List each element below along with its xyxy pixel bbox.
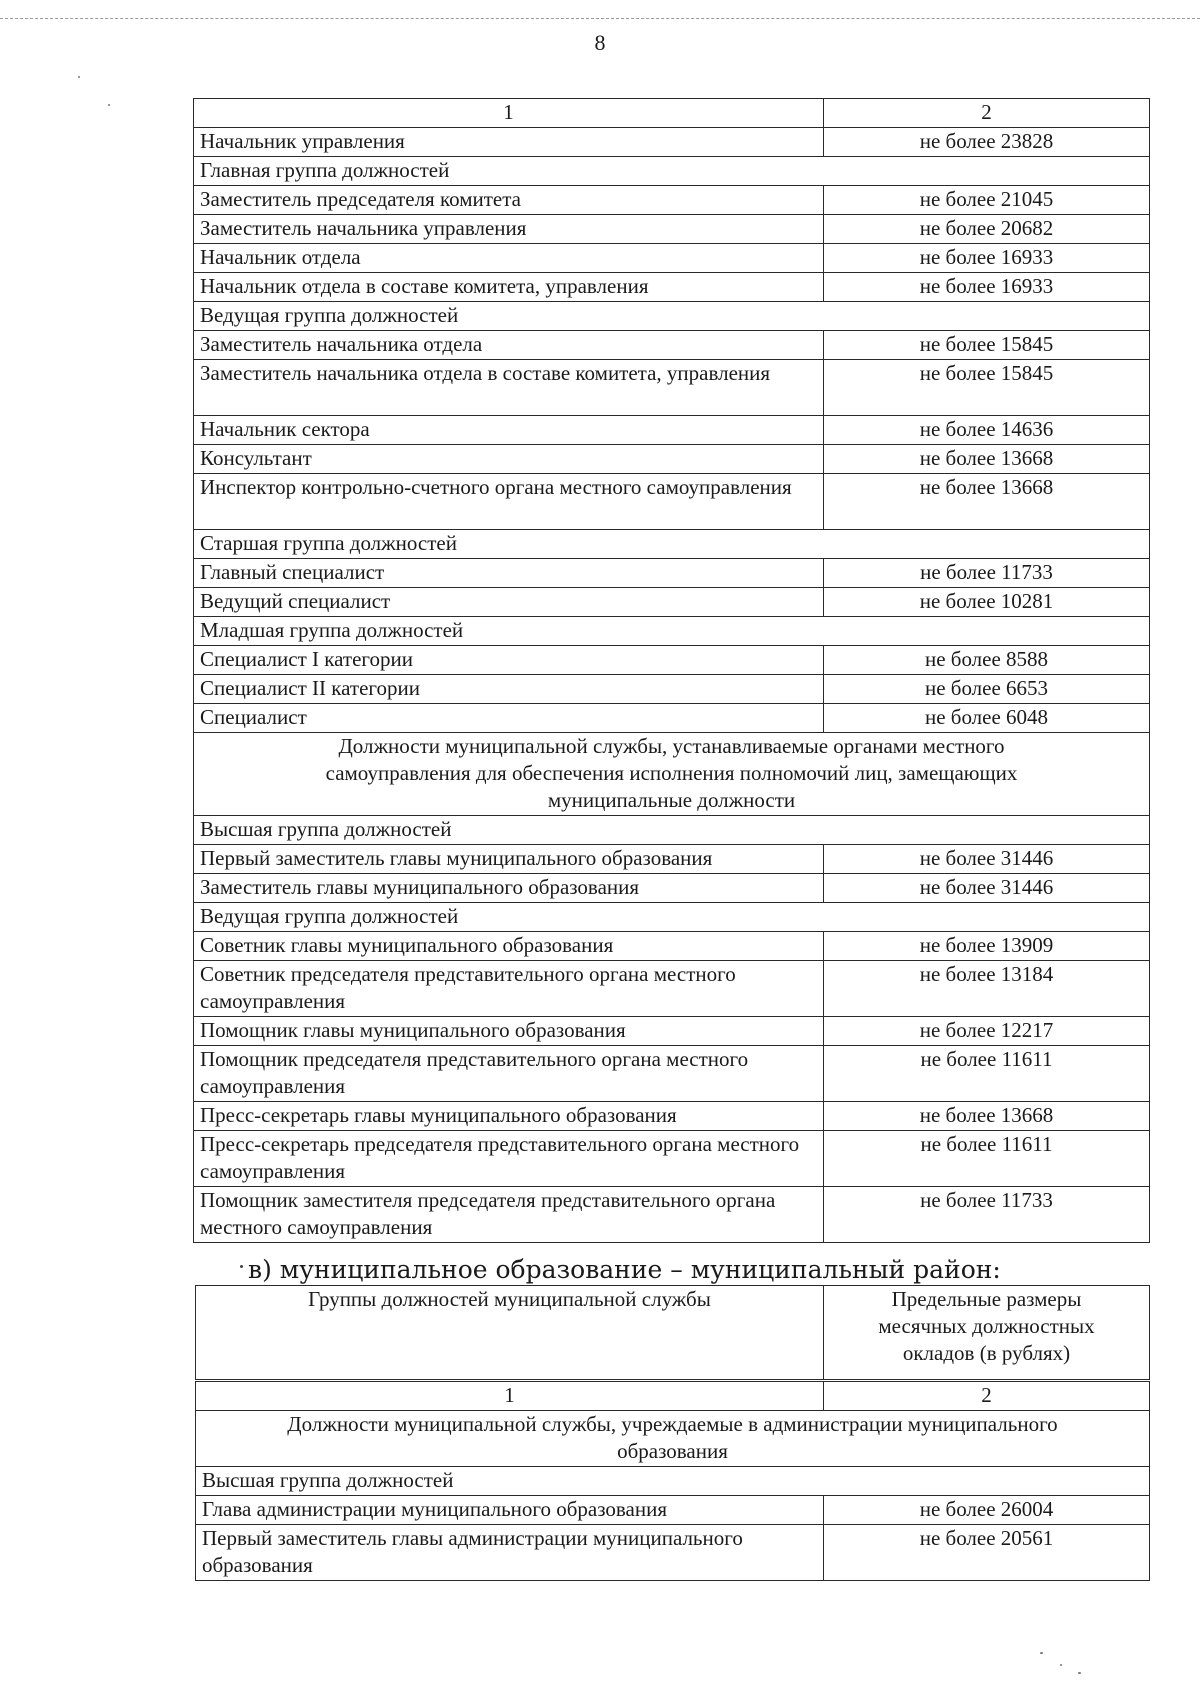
table-row [194, 874, 1150, 903]
table-row [194, 215, 1150, 244]
group-row [194, 617, 1150, 646]
column-number-2: 2 [824, 99, 1150, 128]
salary-limit: не более 8588 [824, 646, 1150, 675]
position-title: Заместитель начальника управления [194, 215, 824, 244]
position-title: Заместитель председателя комитета [194, 186, 824, 215]
salary-limit: не более 16933 [824, 244, 1150, 273]
column-number-row [196, 1382, 1150, 1411]
position-title: Начальник сектора [194, 416, 824, 445]
position-title: Заместитель главы муниципального образования [194, 874, 824, 903]
scan-speck [1040, 1652, 1043, 1654]
salary-limit: не более 11733 [824, 1187, 1150, 1243]
salary-limit: не более 16933 [824, 273, 1150, 302]
salary-limit: не более 11733 [824, 559, 1150, 588]
scan-speck [78, 76, 80, 78]
column-header-groups: Группы должностей муниципальной службы [196, 1286, 824, 1380]
salary-limit: не более 12217 [824, 1017, 1150, 1046]
table-row [194, 646, 1150, 675]
table-row [194, 1017, 1150, 1046]
section-title: Должности муниципальной службы, устанавливаемые органами местного самоуправления для обеспечения исполнения полномочий лиц, замещающих муниципальные должности [194, 733, 1150, 816]
salary-table-continued [193, 98, 1150, 1243]
position-title: Советник главы муниципального образования [194, 932, 824, 961]
table-row [194, 474, 1150, 530]
table-row [194, 1046, 1150, 1102]
page-number: 8 [594, 30, 606, 55]
position-title: Начальник отдела в составе комитета, управления [194, 273, 824, 302]
salary-limit: не более 11611 [824, 1131, 1150, 1187]
position-title: Первый заместитель главы муниципального образования [194, 845, 824, 874]
section-row [196, 1411, 1150, 1467]
position-title: Главный специалист [194, 559, 824, 588]
table-row [194, 244, 1150, 273]
salary-limit: не более 31446 [824, 874, 1150, 903]
group-row [194, 157, 1150, 186]
position-title: Начальник отдела [194, 244, 824, 273]
table-row [194, 1131, 1150, 1187]
position-title: Заместитель начальника отдела [194, 331, 824, 360]
column-number-2: 2 [824, 1382, 1150, 1411]
position-title: Первый заместитель главы администрации муниципального образования [196, 1525, 824, 1581]
position-title: Помощник заместителя председателя представительного органа местного самоуправления [194, 1187, 824, 1243]
column-number-1: 1 [196, 1382, 824, 1411]
table-row [194, 704, 1150, 733]
salary-limit: не более 15845 [824, 360, 1150, 416]
scan-edge-line [0, 18, 1200, 21]
scan-speck [108, 104, 110, 106]
position-title: Пресс-секретарь председателя представительного органа местного самоуправления [194, 1131, 824, 1187]
salary-limit: не более 31446 [824, 845, 1150, 874]
salary-limit: не более 15845 [824, 331, 1150, 360]
table-row [196, 1496, 1150, 1525]
table-row [196, 1525, 1150, 1581]
salary-limit: не более 23828 [824, 128, 1150, 157]
salary-limit: не более 11611 [824, 1046, 1150, 1102]
position-title: Специалист II категории [194, 675, 824, 704]
table-row [194, 273, 1150, 302]
position-title: Специалист [194, 704, 824, 733]
table-row [194, 559, 1150, 588]
column-header-salary-limits: Предельные размеры месячных должностных окладов (в рублях) [824, 1286, 1150, 1380]
scan-speck [1078, 1672, 1081, 1674]
salary-limit: не более 26004 [824, 1496, 1150, 1525]
position-group-title: Старшая группа должностей [194, 530, 1150, 559]
salary-limit: не более 21045 [824, 186, 1150, 215]
salary-limit: не более 13668 [824, 445, 1150, 474]
position-title: Заместитель начальника отдела в составе комитета, управления [194, 360, 824, 416]
group-row [194, 816, 1150, 845]
table-row [194, 186, 1150, 215]
salary-limit: не более 20682 [824, 215, 1150, 244]
position-group-title: Ведущая группа должностей [194, 903, 1150, 932]
column-number-1: 1 [194, 99, 824, 128]
table-row [194, 961, 1150, 1017]
salary-limit: не более 13909 [824, 932, 1150, 961]
group-row [194, 302, 1150, 331]
position-title: Начальник управления [194, 128, 824, 157]
table-row [194, 845, 1150, 874]
table-row [194, 445, 1150, 474]
section-caption: в) муниципальное образование – муниципальный район: [248, 1255, 1001, 1284]
caption-bullet [240, 1265, 243, 1268]
position-title: Советник председателя представительного органа местного самоуправления [194, 961, 824, 1017]
table-row [194, 331, 1150, 360]
section-row [194, 733, 1150, 816]
table-row [194, 1187, 1150, 1243]
salary-limit: не более 14636 [824, 416, 1150, 445]
position-group-title: Высшая группа должностей [196, 1467, 1150, 1496]
position-group-title: Ведущая группа должностей [194, 302, 1150, 331]
salary-limit: не более 13184 [824, 961, 1150, 1017]
table-row [194, 675, 1150, 704]
position-title: Пресс-секретарь главы муниципального образования [194, 1102, 824, 1131]
salary-limit: не более 6048 [824, 704, 1150, 733]
position-title: Инспектор контрольно-счетного органа местного самоуправления [194, 474, 824, 530]
position-title: Ведущий специалист [194, 588, 824, 617]
salary-limit: не более 6653 [824, 675, 1150, 704]
salary-limit: не более 13668 [824, 474, 1150, 530]
position-group-title: Младшая группа должностей [194, 617, 1150, 646]
group-row [194, 903, 1150, 932]
salary-table-header [195, 1285, 1150, 1380]
municipal-district-table [195, 1381, 1150, 1581]
group-row [196, 1467, 1150, 1496]
salary-limit: не более 10281 [824, 588, 1150, 617]
group-row [194, 530, 1150, 559]
scan-speck [1060, 1664, 1062, 1666]
position-group-title: Главная группа должностей [194, 157, 1150, 186]
table-row [194, 588, 1150, 617]
position-title: Помощник председателя представительного органа местного самоуправления [194, 1046, 824, 1102]
section-title: Должности муниципальной службы, учреждаемые в администрации муниципального образования [196, 1411, 1150, 1467]
position-title: Консультант [194, 445, 824, 474]
position-title: Помощник главы муниципального образования [194, 1017, 824, 1046]
salary-limit: не более 20561 [824, 1525, 1150, 1581]
position-title: Специалист I категории [194, 646, 824, 675]
position-title: Глава администрации муниципального образования [196, 1496, 824, 1525]
table-row [194, 932, 1150, 961]
table-row [194, 360, 1150, 416]
column-number-row [194, 99, 1150, 128]
table-row [194, 128, 1150, 157]
table-row [194, 1102, 1150, 1131]
position-group-title: Высшая группа должностей [194, 816, 1150, 845]
table-row [194, 416, 1150, 445]
salary-limit: не более 13668 [824, 1102, 1150, 1131]
